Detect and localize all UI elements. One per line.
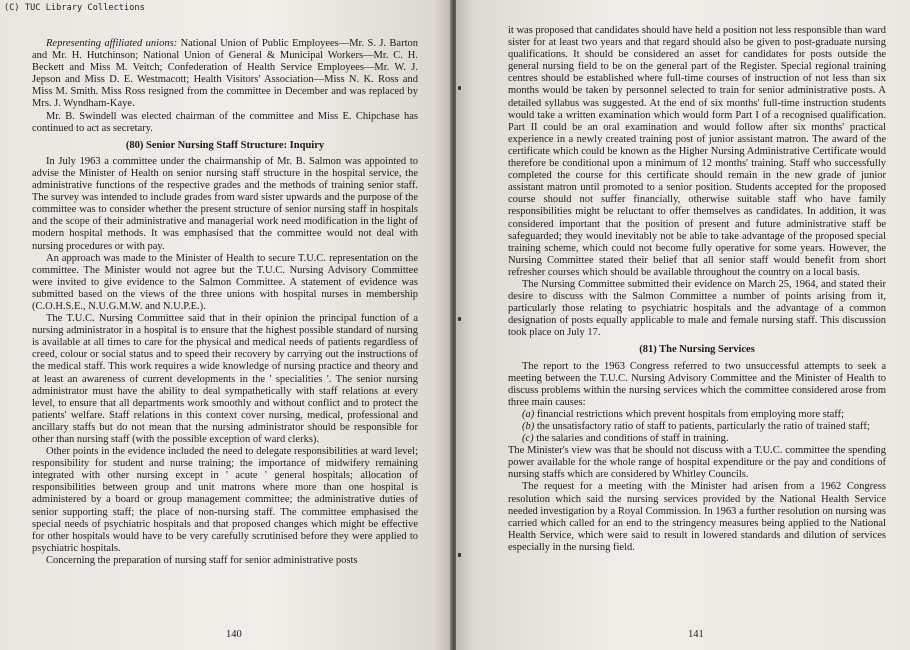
right-page	[456, 0, 910, 650]
cause-c-label: (c)	[522, 433, 534, 445]
swindell-paragraph: Mr. B. Swindell was elected chairman of the committee and Miss E. Chipchase has continued to act as secretary.	[32, 110, 418, 134]
other-points-paragraph: Other points in the evidence included the need to delegate responsibilities at ward level; responsibility for student and nurse training; the importance of midwifery remaining integrated with other nursing except in ' acute ' general hospitals; allocation of responsibilities between group and unit matrons where more than one hospital is administered by a board or group management committee; the administrative duties of senior supporting staff; the place of non-nursing staff. The committee emphasised the special needs of psychiatric hospitals and that proposed changes which might be effective for other hospitals would have to be very carefully scrutinised before they were applied to psychiatric hospitals.	[32, 446, 418, 554]
right-page-text	[508, 25, 886, 554]
representing-paragraph	[32, 38, 418, 111]
tuc-nursing-paragraph: The T.U.C. Nursing Committee said that in their opinion the principal function of a nursing administrator in a hospital is to ensure that the highest possible standard of nursing is available at all times to care for the physical and medical needs of patients regardless of creed, colour or social status and to speed their recovery by carrying out the instructions of the medical staff. This work requires a wide knowledge of nursing practice and theory and at least an awareness of current developments in the ' specialities '. The senior nursing administrator must have the ability to deal sympathetically with staff relations at every level, to ensure that all departments work smoothly and without conflict and to protect the patients' welfare. Staff relations in this context cover nursing, medical, professional and ancillary staffs but do not mean that the nursing administrator should be responsible for other than nursing staff (with the possible exception of ward clerks).	[32, 313, 418, 445]
july-1963-paragraph: In July 1963 a committee under the chairmanship of Mr. B. Salmon was appointed to advise the Minister of Health on senior nursing staff structure in the hospital service, the administrative functions of the respective grades and the methods of training senior staff. The survey was intended to include grades from ward sister upwards and the purpose of the committee was to consider whether the present structure of senior nursing staff in hospitals and the scope of their administrative and managerial work need modification in the light of modern hospital methods. It was emphasised that the committee would not deal with nursing procedures or with pay.	[32, 155, 418, 252]
margin-mark	[458, 553, 461, 557]
minister-view-paragraph: The Minister's view was that he should not discuss with a T.U.C. committee the spending power available for the whole range of hospital expenditure or the pay and conditions of nursing staffs which are considered by Whitley Councils.	[508, 445, 886, 481]
request-paragraph: The request for a meeting with the Minister had arisen from a 1962 Congress resolution which said the nursing services provided by the National Health Service needed investigation by a Royal Commission. In 1963 a further resolution on nursing was carried which called for an end to the stringency measures being applied to the National Health Service, which were said to result in lowered standards and dilution of services especially in the nursing field.	[508, 481, 886, 553]
submitted-paragraph: The Nursing Committee submitted their evidence on March 25, 1964, and stated their desire to discuss with the Salmon Committee a number of points arising from it, particularly those relating to psychiatric hospitals and the advantage of a common designation of posts equally applicable to male and female nursing staff. This discussion took place on July 17.	[508, 278, 886, 339]
cause-c	[508, 433, 886, 445]
concerning-paragraph: Concerning the preparation of nursing staff for senior administrative posts	[46, 554, 358, 566]
left-page	[0, 0, 452, 650]
cause-a-label: (a)	[522, 408, 535, 420]
collection-watermark: (C) TUC Library Collections	[4, 3, 145, 13]
representing-label: Representing affiliated unions:	[46, 38, 178, 49]
approach-paragraph: An approach was made to the Minister of Health to secure T.U.C. representation on the committee. The Minister would not agree but the T.U.C. Nursing Advisory Committee were invited to give evidence to the Salmon Committee. A statement of evidence was submitted based on the views of the three unions with hospital nurses in membership (C.O.H.S.E., N.U.G.M.W. and N.U.P.E.).	[32, 252, 418, 312]
representing-text: National Union of Public Employees—Mr. S. J. Barton and Mr. H. Hutchinson; National Union of General & Municipal Workers—Mr. C. H. Beckett and Miss M. Veitch; Confederation of Health Service Employees—Mr. W. J. Jepson and Miss D. E. Westmacott; Health Visitors' Association—Miss N. K. Ross and Miss M. Smith. Miss Ross resigned from the committee in December and was replaced by Mrs. J. Wyndham-Kaye.	[32, 38, 418, 110]
cause-b-label: (b)	[522, 421, 535, 432]
left-page-text	[32, 38, 418, 567]
cause-a-text: financial restrictions which prevent hospitals from employing more staff;	[534, 408, 845, 420]
section-80-heading: (80) Senior Nursing Staff Structure: Inquiry	[125, 139, 325, 151]
cause-a	[508, 409, 886, 421]
margin-mark	[458, 86, 461, 90]
cause-b	[508, 421, 886, 433]
left-page-number: 140	[226, 629, 242, 640]
cause-b-text: the unsatisfactory ratio of staff to patients, particularly the ratio of trained staff;	[534, 421, 870, 432]
report-paragraph: The report to the 1963 Congress referred to two unsuccessful attempts to seek a meeting between the T.U.C. Nursing Advisory Committee and the Minister of Health to discuss problems within the nursing services which the committee considered arose from three main causes:	[508, 360, 886, 408]
margin-mark	[458, 317, 461, 321]
right-page-number: 141	[688, 629, 704, 640]
continued-paragraph: it was proposed that candidates should have held a position not less responsible than ward sister for at least two years and that regard should also be given to post-graduate nursing qualifications. It should be considered an asset for candidates for posts outside the general nursing field to be on the general part of the Register. Special regional training centres should be established where full-time courses of instruction of not less than six months would be taken by personnel selected to train for senior administrative posts. A detailed syllabus was suggested. At the end of six months' full-time instruction students would take a written examination which would form Part I of a recognised qualification. Part II could be an oral examination and would follow after six months' practical experience in a newly created training post of junior assistant matron. The award of the certificate which could be known as the Higher Nursing Administrative Certificate would therefore be conditional upon a minimum of 12 months' training. Staff who successfully completed the course for this certificate should remain in the new grade of junior assistant matron until promoted to a senior position. Students accepted for the proposed course should not suffer financially, otherwise suitable staff who have family responsibilities might be reluctant to offer themselves as candidates. In addition, it was considered important that the position of present and future administrative staff be safeguarded; they would inevitably not be able to take advantage of the proposed special training scheme, which could not become fully operative for some years. However, the Nursing Committee stated their belief that all senior staff would benefit from short refresher courses which should be available throughout the country on a local basis.	[508, 25, 886, 278]
cause-c-text: the salaries and conditions of staff in training.	[533, 433, 729, 445]
section-81-heading: (81) The Nursing Services	[639, 344, 755, 356]
